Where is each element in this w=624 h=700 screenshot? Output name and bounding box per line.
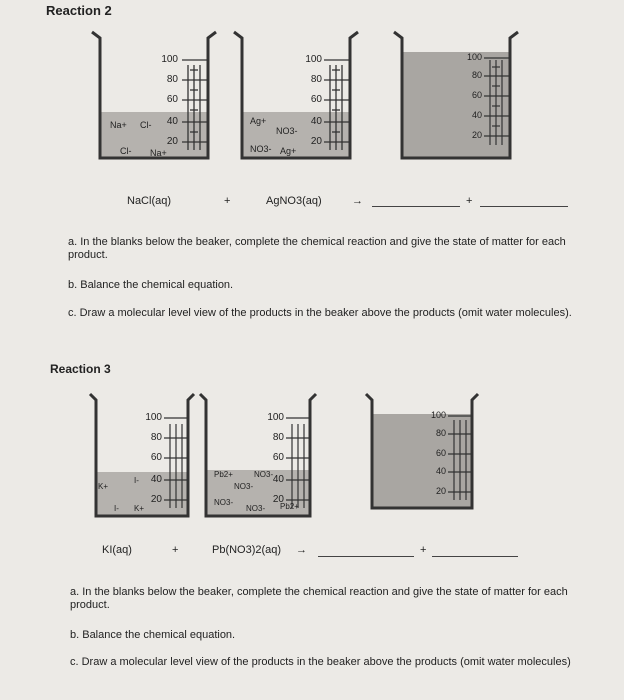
reactant-1: KI(aq) [102, 544, 132, 556]
ion-no3: NO3- [214, 498, 234, 507]
tick-40: 40 [435, 466, 446, 476]
tick-80: 80 [471, 70, 482, 80]
plus-sign: + [224, 195, 231, 207]
tick-40: 40 [471, 110, 482, 120]
tick-40: 40 [150, 474, 162, 485]
ion-k: K+ [98, 482, 109, 491]
reaction-2-title: Reaction 2 [46, 3, 112, 18]
question-b: b. Balance the chemical equation. [68, 279, 234, 291]
tick-20: 20 [435, 486, 446, 496]
ion-no3: NO3- [234, 482, 254, 491]
tick-100: 100 [145, 412, 162, 423]
tick-40: 40 [310, 116, 322, 127]
question-a: a. In the blanks below the beaker, complete the chemical reaction and give the state of matter for each product. [68, 236, 566, 261]
reactant-2: Pb(NO3)2(aq) [212, 544, 282, 556]
ion-no3: NO3- [276, 126, 298, 136]
reactant-2: AgNO3(aq) [266, 195, 322, 207]
tick-20: 20 [166, 136, 178, 147]
tick-60: 60 [272, 452, 284, 463]
tick-80: 80 [272, 432, 284, 443]
beaker-products [392, 30, 522, 165]
product-2-blank[interactable] [432, 556, 518, 557]
ion-no3: NO3- [254, 470, 274, 479]
reaction-arrow: → [296, 544, 307, 556]
tick-100: 100 [267, 412, 284, 423]
tick-60: 60 [166, 94, 178, 105]
question-a: a. In the blanks below the beaker, complete the chemical reaction and give the state of matter for each product. [70, 586, 568, 611]
product-2-blank[interactable] [480, 206, 568, 207]
reaction-arrow: → [352, 195, 363, 207]
beaker-pbno3 [198, 392, 320, 522]
beaker-ki [88, 392, 198, 522]
tick-100: 100 [466, 52, 482, 62]
ion-pb: Pb2+ [214, 470, 233, 479]
ion-no3: NO3- [250, 144, 272, 154]
tick-60: 60 [471, 90, 482, 100]
beaker-nacl [90, 30, 220, 165]
tick-20: 20 [272, 494, 284, 505]
ion-ag: Ag+ [280, 146, 297, 156]
product-1-blank[interactable] [372, 206, 460, 207]
tick-40: 40 [272, 474, 284, 485]
tick-100: 100 [430, 410, 446, 420]
question-c: c. Draw a molecular level view of the products in the beaker above the products (omit water molecules) [70, 656, 571, 668]
plus-sign: + [420, 544, 427, 556]
plus-sign: + [466, 195, 473, 207]
tick-20: 20 [471, 130, 482, 140]
tick-80: 80 [310, 74, 322, 85]
ion-i: I- [114, 504, 119, 513]
reaction-3-title: Reaction 3 [50, 362, 111, 376]
question-b: b. Balance the chemical equation. [70, 629, 236, 641]
beaker-agno3 [232, 30, 362, 165]
tick-80: 80 [150, 432, 162, 443]
ion-ag: Ag+ [250, 116, 267, 126]
tick-60: 60 [435, 448, 446, 458]
ion-k: K+ [134, 504, 145, 513]
ion-na: Na+ [150, 148, 167, 158]
product-1-blank[interactable] [318, 556, 414, 557]
tick-100: 100 [305, 54, 322, 65]
ion-cl: Cl- [120, 146, 132, 156]
ion-pb: Pb2+ [280, 502, 299, 511]
tick-80: 80 [166, 74, 178, 85]
tick-100: 100 [161, 54, 178, 65]
ion-cl: Cl- [140, 120, 152, 130]
tick-40: 40 [166, 116, 178, 127]
plus-sign: + [172, 544, 179, 556]
beaker-solution [402, 52, 510, 158]
tick-20: 20 [150, 494, 162, 505]
beaker-products [364, 392, 482, 512]
tick-20: 20 [310, 136, 322, 147]
ion-i: I- [134, 476, 139, 485]
tick-80: 80 [435, 428, 446, 438]
tick-60: 60 [150, 452, 162, 463]
reactant-1: NaCl(aq) [127, 195, 172, 207]
question-c: c. Draw a molecular level view of the products in the beaker above the products (omit water molecules). [68, 307, 572, 319]
tick-60: 60 [310, 94, 322, 105]
ion-na: Na+ [110, 120, 127, 130]
ion-no3: NO3- [246, 504, 266, 513]
